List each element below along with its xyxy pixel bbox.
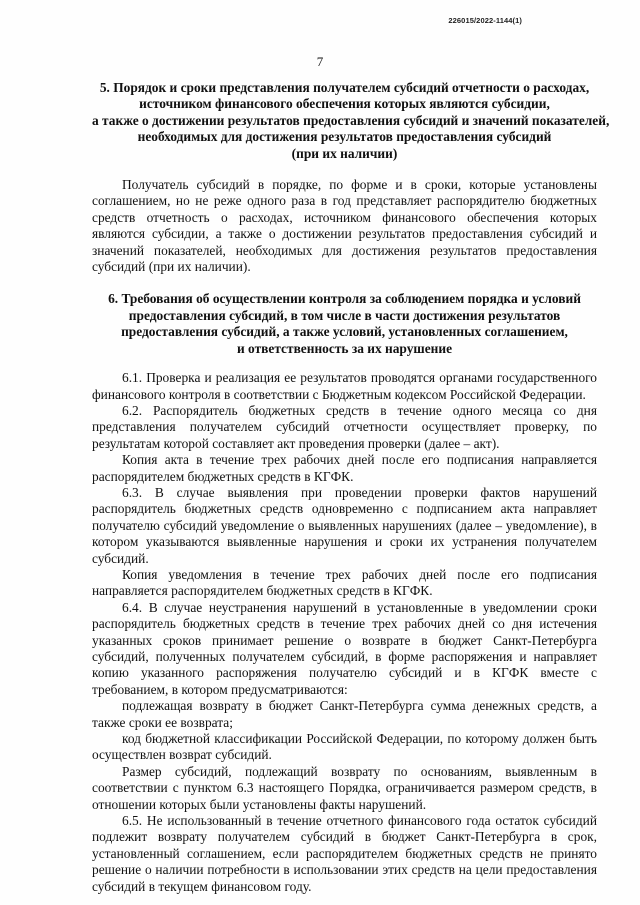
paragraph-budget-code: код бюджетной классификации Российской Федерации, по которому должен быть осуществлен возврат субсидий. [92,731,597,763]
paragraph-6-3: 6.3. В случае выявления при проведении проверки фактов нарушений распорядитель бюджетных средств одновременно с подписанием акта направляет получателю субсидий уведомление о выявленных нарушениях (далее – уведомление), в котором указываются выявленные нарушения и сроки их устранения получателем субсидий. [92,484,597,566]
section-5-heading-line: (при их наличии) [291,145,398,161]
paragraph-refund-size: Размер субсидий, подлежащий возврату по основаниям, выявленным в соответствии с пунктом 6.3 настоящего Порядка, ограничивается размером средств, в отношении которых были установлены факты нарушений. [92,763,597,812]
section-6-heading-line: предоставления субсидий, в том числе в части достижения результатов [128,307,561,323]
section-5-heading [92,80,610,162]
page-number: 7 [316,54,324,69]
paragraph-notice-copy: Копия уведомления в течение трех рабочих дней после его подписания направляется распорядителем бюджетных средств в КГФК. [92,566,597,599]
paragraph-6-2: 6.2. Распорядитель бюджетных средств в течение одного месяца со дня представления получателем субсидий отчетности осуществляет проверку, по результатам которой составляет акт проведения проверки (далее – акт). [92,402,597,451]
section-6-heading-line: и ответственность за их нарушение [236,340,453,356]
section-6-heading [92,291,597,357]
paragraph-6-5: 6.5. Не использованный в течение отчетного финансового года остаток субсидий подлежит возврату получателем субсидий в бюджет Санкт-Петербурга в срок, установленный соглашением, если распорядителем бюджетных средств не принято решение о наличии потребности в использовании этих средств на цели предоставления субсидий в текущем финансовом году. [92,813,597,894]
section-5-heading-line: необходимых для достижения результатов предоставления субсидий [137,129,552,145]
paragraph-refund-amount: подлежащая возврату в бюджет Санкт-Петербурга сумма денежных средств, а также сроки ее возврата; [92,698,597,730]
document-id: 226015/2022-1144(1) [448,16,522,25]
section-6-heading-line: предоставления субсидий, а также условий, установленных соглашением, [121,324,568,340]
section-5-heading-line: 5. Порядок и сроки представления получателем субсидий отчетности о расходах, [99,80,590,95]
section-6-heading-line: 6. Требования об осуществлении контроля за соблюдением порядка и условий [108,291,581,307]
paragraph-act-copy: Копия акта в течение трех рабочих дней после его подписания направляется распорядителем бюджетных средств в КГФК. [92,452,597,484]
section-5-heading-line: источником финансового обеспечения которых являются субсидии, [139,96,550,112]
page-content [92,80,610,895]
paragraph-6-4: 6.4. В случае неустранения нарушений в установленные в уведомлении сроки распорядитель бюджетных средств в течение трех рабочих дней со дня истечения указанных сроков принимает решение о возврате в бюджет Санкт-Петербурга субсидий, полученных получателем субсидий, в форме распоряжения и направляет копию указанного распоряжения получателю субсидий и в КГФК вместе с требованием, в котором предусматриваются: [92,599,597,697]
section-5-heading-line: а также о достижении результатов предоставления субсидий и значений показателей, [92,112,610,128]
paragraph-6-1: 6.1. Проверка и реализация ее результатов проводятся органами государственного финансового контроля в соответствии с Бюджетным кодексом Российской Федерации. [92,370,597,402]
section-5-paragraph: Получатель субсидий в порядке, по форме и в сроки, которые установлены соглашением, но не реже одного раза в год представляет распорядителю бюджетных средств отчетность о расходах, источником финансового обеспечения которых являются субсидии, а также о достижении результатов предоставления субсидий и значений показателей, необходимых для достижения результатов предоставления субсидий (при их наличии). [92,177,597,275]
